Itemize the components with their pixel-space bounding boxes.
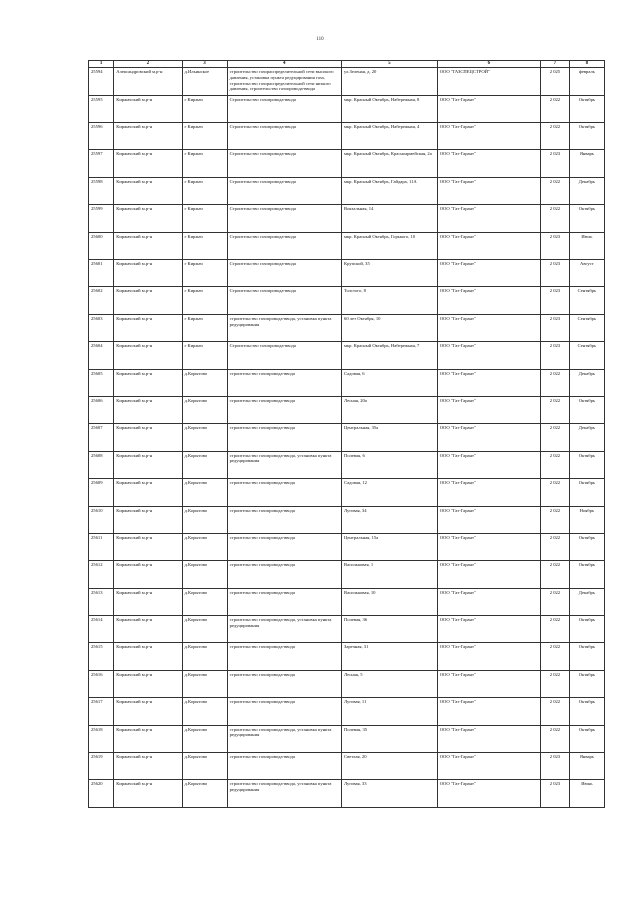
- month-cell: Октябрь: [569, 396, 604, 423]
- locality-cell: г Киржач: [182, 150, 227, 177]
- work-type-cell: строительство газопровода-ввода: [227, 506, 341, 533]
- table-row: [89, 259, 605, 286]
- locality-cell: д.Корытово: [182, 533, 227, 560]
- year-cell: 2 022: [541, 177, 570, 204]
- work-type-cell: Строительство газопровода-ввода: [227, 177, 341, 204]
- table-row: [89, 725, 605, 752]
- contractor-cell: ООО "Газ-Гарант": [437, 780, 540, 807]
- locality-cell: г Киржач: [182, 232, 227, 259]
- year-cell: 2 022: [541, 205, 570, 232]
- district-cell: Киржачский м.р-н: [114, 506, 182, 533]
- address-cell: Полевая, 35: [342, 725, 438, 752]
- address-cell: мкр. Красный Октябрь, Набережная, 7: [342, 342, 438, 369]
- contractor-cell: ООО "Газ-Гарант": [437, 424, 540, 451]
- work-type-cell: Строительство газопровода-ввода: [227, 95, 341, 122]
- month-cell: Октябрь: [569, 451, 604, 478]
- month-cell: Август: [569, 259, 604, 286]
- row-id-cell: 25615: [89, 643, 114, 670]
- table-row: [89, 451, 605, 478]
- work-type-cell: строительство газопровода-ввода: [227, 588, 341, 615]
- work-type-cell: строительство газопровода-ввода: [227, 753, 341, 780]
- district-cell: Киржачский м.р-н: [114, 588, 182, 615]
- work-type-cell: Строительство газопровода-ввода: [227, 123, 341, 150]
- page-number: 110: [316, 37, 324, 42]
- year-cell: 2 022: [541, 95, 570, 122]
- address-cell: мкр. Красный Октябрь, Набережная, 4: [342, 123, 438, 150]
- locality-cell: д.Корытово: [182, 670, 227, 697]
- table-row: [89, 232, 605, 259]
- year-cell: 2 025: [541, 68, 570, 95]
- work-type-cell: Строительство газопровода-ввода: [227, 150, 341, 177]
- year-cell: 2 023: [541, 150, 570, 177]
- address-cell: Садовая, 12: [342, 479, 438, 506]
- year-cell: 2 022: [541, 451, 570, 478]
- district-cell: Киржачский м.р-н: [114, 780, 182, 807]
- year-cell: 2 022: [541, 533, 570, 560]
- locality-cell: д.Корытово: [182, 616, 227, 643]
- table-row: [89, 670, 605, 697]
- column-header: 4: [227, 61, 341, 68]
- year-cell: 2 022: [541, 123, 570, 150]
- table-row: [89, 369, 605, 396]
- row-id-cell: 25605: [89, 369, 114, 396]
- row-id-cell: 25595: [89, 95, 114, 122]
- work-type-cell: строительство газопровода-ввода, установка пункта редуцирования: [227, 780, 341, 807]
- work-type-cell: строительство газопровода-ввода: [227, 479, 341, 506]
- table-row: [89, 396, 605, 423]
- year-cell: 2 022: [541, 698, 570, 725]
- year-cell: 2 022: [541, 424, 570, 451]
- table-row: [89, 205, 605, 232]
- contractor-cell: ООО "Газ-Гарант": [437, 753, 540, 780]
- month-cell: Декабрь: [569, 177, 604, 204]
- month-cell: февраль: [569, 68, 604, 95]
- month-cell: Октябрь: [569, 533, 604, 560]
- locality-cell: д.Ильинское: [182, 68, 227, 95]
- locality-cell: д.Корытово: [182, 698, 227, 725]
- row-id-cell: 25614: [89, 616, 114, 643]
- year-cell: 2 022: [541, 725, 570, 752]
- year-cell: 2 023: [541, 342, 570, 369]
- row-id-cell: 25608: [89, 451, 114, 478]
- locality-cell: г Киржач: [182, 259, 227, 286]
- locality-cell: г Киржач: [182, 177, 227, 204]
- address-cell: Заречная, 31: [342, 643, 438, 670]
- district-cell: Киржачский м.р-н: [114, 177, 182, 204]
- address-cell: мкр. Красный Октябрь, Красноармейская, 2а: [342, 150, 438, 177]
- year-cell: 2 022: [541, 588, 570, 615]
- column-header: 5: [342, 61, 438, 68]
- contractor-cell: ООО "Газ-Гарант": [437, 259, 540, 286]
- contractor-cell: ООО "Газ-Гарант": [437, 177, 540, 204]
- district-cell: Киржачский м.р-н: [114, 287, 182, 314]
- table-row: [89, 123, 605, 150]
- address-cell: Центральная, 35а: [342, 424, 438, 451]
- table-row: [89, 588, 605, 615]
- month-cell: Декабрь: [569, 588, 604, 615]
- district-cell: Киржачский м.р-н: [114, 369, 182, 396]
- table-row: [89, 753, 605, 780]
- gasification-register-table: [88, 60, 605, 808]
- address-cell: Васильковая, 1: [342, 561, 438, 588]
- contractor-cell: ООО "Газ-Гарант": [437, 232, 540, 259]
- address-cell: ул.Зеленая, д. 20: [342, 68, 438, 95]
- contractor-cell: ООО "Газ-Гарант": [437, 588, 540, 615]
- column-header: 6: [437, 61, 540, 68]
- district-cell: Киржачский м.р-н: [114, 451, 182, 478]
- year-cell: 2 023: [541, 232, 570, 259]
- year-cell: 2 023: [541, 287, 570, 314]
- table-row: [89, 561, 605, 588]
- locality-cell: г Киржач: [182, 314, 227, 341]
- row-id-cell: 25620: [89, 780, 114, 807]
- year-cell: 2 022: [541, 369, 570, 396]
- contractor-cell: ООО "Газ-Гарант": [437, 150, 540, 177]
- locality-cell: г Киржач: [182, 95, 227, 122]
- contractor-cell: ООО "Газ-Гарант": [437, 479, 540, 506]
- row-id-cell: 25604: [89, 342, 114, 369]
- address-cell: 60 лет Октября, 10: [342, 314, 438, 341]
- work-type-cell: строительство газораспределительной сети высокого давления, установка пункта редуцирования газа, строительство газораспределительной сети низкого давления, строительство газопровода-ввода: [227, 68, 341, 95]
- month-cell: Октябрь: [569, 561, 604, 588]
- table-row: [89, 342, 605, 369]
- district-cell: Киржачский м.р-н: [114, 342, 182, 369]
- address-cell: мкр. Красный Октябрь, Набережная, 8: [342, 95, 438, 122]
- district-cell: Киржачский м.р-н: [114, 396, 182, 423]
- column-header: 1: [89, 61, 114, 68]
- month-cell: Сентябрь: [569, 342, 604, 369]
- address-cell: Полевая, 6: [342, 451, 438, 478]
- work-type-cell: строительство газопровода-ввода: [227, 698, 341, 725]
- month-cell: Ноябрь: [569, 506, 604, 533]
- table-row: [89, 780, 605, 807]
- table-row: [89, 68, 605, 95]
- year-cell: 2 022: [541, 506, 570, 533]
- work-type-cell: Строительство газопровода-ввода: [227, 205, 341, 232]
- locality-cell: д.Корытово: [182, 725, 227, 752]
- work-type-cell: строительство газопровода-ввода, установка пункта редуцирования: [227, 616, 341, 643]
- address-cell: Лесная, 5: [342, 670, 438, 697]
- table-row: [89, 616, 605, 643]
- address-cell: мкр. Красный Октябрь, Горького, 10: [342, 232, 438, 259]
- column-header: 8: [569, 61, 604, 68]
- address-cell: мкр. Красный Октябрь, Гайдара, 11А: [342, 177, 438, 204]
- table-row: [89, 314, 605, 341]
- row-id-cell: 25596: [89, 123, 114, 150]
- table-row: [89, 150, 605, 177]
- locality-cell: д.Корытово: [182, 369, 227, 396]
- address-cell: Крупской, 35: [342, 259, 438, 286]
- district-cell: Киржачский м.р-н: [114, 232, 182, 259]
- contractor-cell: ООО "Газ-Гарант": [437, 287, 540, 314]
- table-row: [89, 506, 605, 533]
- contractor-cell: ООО "Газ-Гарант": [437, 643, 540, 670]
- month-cell: Сентябрь: [569, 314, 604, 341]
- district-cell: Киржачский м.р-н: [114, 533, 182, 560]
- work-type-cell: строительство газопровода-ввода: [227, 670, 341, 697]
- locality-cell: д.Корытово: [182, 561, 227, 588]
- month-cell: Сентябрь: [569, 287, 604, 314]
- contractor-cell: ООО "Газ-Гарант": [437, 451, 540, 478]
- month-cell: Октябрь: [569, 670, 604, 697]
- address-cell: Лесная, 20а: [342, 396, 438, 423]
- table-row: [89, 698, 605, 725]
- row-id-cell: 25598: [89, 177, 114, 204]
- row-id-cell: 25610: [89, 506, 114, 533]
- district-cell: Киржачский м.р-н: [114, 205, 182, 232]
- district-cell: Киржачский м.р-н: [114, 643, 182, 670]
- header-row: [89, 61, 605, 68]
- year-cell: 2 022: [541, 670, 570, 697]
- row-id-cell: 25606: [89, 396, 114, 423]
- address-cell: Центральная, 15а: [342, 533, 438, 560]
- district-cell: Киржачский м.р-н: [114, 670, 182, 697]
- year-cell: 2 023: [541, 753, 570, 780]
- contractor-cell: ООО "Газ-Гарант": [437, 396, 540, 423]
- contractor-cell: ООО "Газ-Гарант": [437, 616, 540, 643]
- address-cell: Садовая, 6: [342, 369, 438, 396]
- contractor-cell: ООО "Газ-Гарант": [437, 506, 540, 533]
- district-cell: Киржачский м.р-н: [114, 479, 182, 506]
- row-id-cell: 25607: [89, 424, 114, 451]
- locality-cell: д.Корытово: [182, 506, 227, 533]
- row-id-cell: 25618: [89, 725, 114, 752]
- contractor-cell: ООО "Газ-Гарант": [437, 123, 540, 150]
- work-type-cell: строительство газопровода-ввода: [227, 533, 341, 560]
- year-cell: 2 022: [541, 643, 570, 670]
- contractor-cell: ООО "Газ-Гарант": [437, 533, 540, 560]
- district-cell: Киржачский м.р-н: [114, 698, 182, 725]
- work-type-cell: Строительство газопровода-ввода: [227, 342, 341, 369]
- locality-cell: д.Корытово: [182, 588, 227, 615]
- district-cell: Киржачский м.р-н: [114, 150, 182, 177]
- contractor-cell: ООО "ГАЗСПЕЦСТРОЙ": [437, 68, 540, 95]
- row-id-cell: 25601: [89, 259, 114, 286]
- year-cell: 2 022: [541, 561, 570, 588]
- locality-cell: д.Корытово: [182, 424, 227, 451]
- month-cell: Октябрь: [569, 698, 604, 725]
- row-id-cell: 25600: [89, 232, 114, 259]
- address-cell: Васильковая, 10: [342, 588, 438, 615]
- table-row: [89, 424, 605, 451]
- district-cell: Киржачский м.р-н: [114, 123, 182, 150]
- contractor-cell: ООО "Газ-Гарант": [437, 725, 540, 752]
- table-row: [89, 177, 605, 204]
- row-id-cell: 25603: [89, 314, 114, 341]
- year-cell: 2 023: [541, 780, 570, 807]
- row-id-cell: 25602: [89, 287, 114, 314]
- month-cell: Январь: [569, 753, 604, 780]
- table-row: [89, 533, 605, 560]
- table-body: [89, 68, 605, 808]
- address-cell: Толстого, 8: [342, 287, 438, 314]
- row-id-cell: 25619: [89, 753, 114, 780]
- address-cell: Полевая, 36: [342, 616, 438, 643]
- column-header: 2: [114, 61, 182, 68]
- district-cell: Киржачский м.р-н: [114, 259, 182, 286]
- table-row: [89, 479, 605, 506]
- year-cell: 2 023: [541, 314, 570, 341]
- month-cell: Октябрь: [569, 479, 604, 506]
- district-cell: Киржачский м.р-н: [114, 424, 182, 451]
- row-id-cell: 25609: [89, 479, 114, 506]
- month-cell: Июнь: [569, 780, 604, 807]
- month-cell: Октябрь: [569, 725, 604, 752]
- contractor-cell: ООО "Газ-Гарант": [437, 314, 540, 341]
- work-type-cell: строительство газопровода-ввода: [227, 561, 341, 588]
- work-type-cell: строительство газопровода-ввода, установка пункта редуцирования: [227, 451, 341, 478]
- year-cell: 2 023: [541, 259, 570, 286]
- row-id-cell: 25616: [89, 670, 114, 697]
- district-cell: Александровский м.р-н: [114, 68, 182, 95]
- locality-cell: г Киржач: [182, 123, 227, 150]
- district-cell: Киржачский м.р-н: [114, 753, 182, 780]
- month-cell: Октябрь: [569, 643, 604, 670]
- column-header: 7: [541, 61, 570, 68]
- work-type-cell: Строительство газопровода-ввода: [227, 232, 341, 259]
- table-header: [89, 61, 605, 68]
- locality-cell: д.Корытово: [182, 643, 227, 670]
- locality-cell: д.Корытово: [182, 396, 227, 423]
- year-cell: 2 022: [541, 479, 570, 506]
- work-type-cell: строительство газопровода-ввода, установка пункта редуцирования: [227, 725, 341, 752]
- table-row: [89, 95, 605, 122]
- row-id-cell: 25613: [89, 588, 114, 615]
- work-type-cell: строительство газопровода-ввода: [227, 369, 341, 396]
- work-type-cell: Строительство газопровода-ввода: [227, 259, 341, 286]
- address-cell: Луговая, 34: [342, 506, 438, 533]
- month-cell: Октябрь: [569, 123, 604, 150]
- row-id-cell: 25594: [89, 68, 114, 95]
- contractor-cell: ООО "Газ-Гарант": [437, 561, 540, 588]
- contractor-cell: ООО "Газ-Гарант": [437, 698, 540, 725]
- row-id-cell: 25597: [89, 150, 114, 177]
- month-cell: Октябрь: [569, 205, 604, 232]
- work-type-cell: строительство газопровода-ввода, установка пункта редуцирования: [227, 314, 341, 341]
- locality-cell: г Киржач: [182, 342, 227, 369]
- row-id-cell: 25599: [89, 205, 114, 232]
- table-row: [89, 287, 605, 314]
- address-cell: Луговая, 33: [342, 780, 438, 807]
- year-cell: 2 022: [541, 396, 570, 423]
- month-cell: Июль: [569, 232, 604, 259]
- work-type-cell: строительство газопровода-ввода: [227, 643, 341, 670]
- district-cell: Киржачский м.р-н: [114, 95, 182, 122]
- locality-cell: г Киржач: [182, 287, 227, 314]
- locality-cell: д.Корытово: [182, 753, 227, 780]
- contractor-cell: ООО "Газ-Гарант": [437, 369, 540, 396]
- district-cell: Киржачский м.р-н: [114, 616, 182, 643]
- row-id-cell: 25617: [89, 698, 114, 725]
- year-cell: 2 022: [541, 616, 570, 643]
- contractor-cell: ООО "Газ-Гарант": [437, 342, 540, 369]
- contractor-cell: ООО "Газ-Гарант": [437, 95, 540, 122]
- address-cell: Луговая, 11: [342, 698, 438, 725]
- table-row: [89, 643, 605, 670]
- month-cell: Октябрь: [569, 616, 604, 643]
- district-cell: Киржачский м.р-н: [114, 561, 182, 588]
- address-cell: Светлая, 20: [342, 753, 438, 780]
- month-cell: Декабрь: [569, 424, 604, 451]
- locality-cell: д.Корытово: [182, 780, 227, 807]
- month-cell: Декабрь: [569, 369, 604, 396]
- month-cell: Январь: [569, 150, 604, 177]
- column-header: 3: [182, 61, 227, 68]
- row-id-cell: 25612: [89, 561, 114, 588]
- row-id-cell: 25611: [89, 533, 114, 560]
- month-cell: Октябрь: [569, 95, 604, 122]
- work-type-cell: Строительство газопровода-ввода: [227, 287, 341, 314]
- locality-cell: д.Корытово: [182, 451, 227, 478]
- locality-cell: д.Корытово: [182, 479, 227, 506]
- address-cell: Вокзальная, 14: [342, 205, 438, 232]
- district-cell: Киржачский м.р-н: [114, 314, 182, 341]
- contractor-cell: ООО "Газ-Гарант": [437, 205, 540, 232]
- work-type-cell: строительство газопровода-ввода: [227, 396, 341, 423]
- locality-cell: г Киржач: [182, 205, 227, 232]
- district-cell: Киржачский м.р-н: [114, 725, 182, 752]
- work-type-cell: строительство газопровода-ввода: [227, 424, 341, 451]
- contractor-cell: ООО "Газ-Гарант": [437, 670, 540, 697]
